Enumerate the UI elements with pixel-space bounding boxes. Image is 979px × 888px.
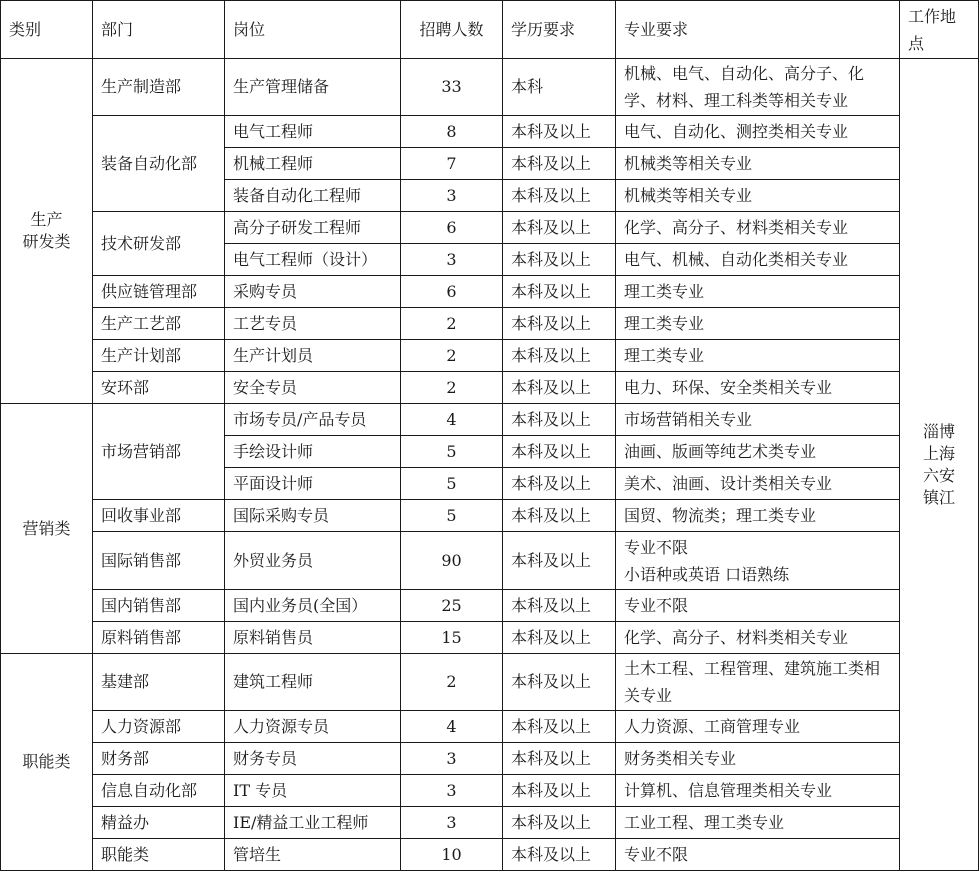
position-cell: 手绘设计师 xyxy=(225,436,401,468)
department-cell: 技术研发部 xyxy=(93,212,225,276)
position-cell: IT 专员 xyxy=(225,775,401,807)
count-cell: 7 xyxy=(401,148,503,180)
education-cell: 本科及以上 xyxy=(503,500,616,532)
education-cell: 本科及以上 xyxy=(503,148,616,180)
major-cell xyxy=(616,532,900,590)
education-cell: 本科及以上 xyxy=(503,116,616,148)
header-major: 专业要求 xyxy=(616,1,900,59)
category-rd-line1: 生产 xyxy=(30,210,63,229)
header-education: 学历要求 xyxy=(503,1,616,59)
major-cell: 电气、自动化、测控类相关专业 xyxy=(616,116,900,148)
department-cell: 信息自动化部 xyxy=(93,775,225,807)
header-location xyxy=(900,1,979,59)
count-cell: 6 xyxy=(401,212,503,244)
major-cell: 国贸、物流类；理工类专业 xyxy=(616,500,900,532)
department-cell: 基建部 xyxy=(93,654,225,711)
education-cell: 本科及以上 xyxy=(503,711,616,743)
department-cell: 生产制造部 xyxy=(93,59,225,116)
major-cell: 工业工程、理工类专业 xyxy=(616,807,900,839)
department-cell: 职能类 xyxy=(93,839,225,871)
major-cell: 专业不限 xyxy=(616,590,900,622)
major-cell: 机械类等相关专业 xyxy=(616,180,900,212)
education-cell: 本科 xyxy=(503,59,616,116)
education-cell: 本科及以上 xyxy=(503,180,616,212)
position-cell: 人力资源专员 xyxy=(225,711,401,743)
department-cell: 财务部 xyxy=(93,743,225,775)
education-cell: 本科及以上 xyxy=(503,308,616,340)
header-row xyxy=(1,1,979,59)
major-cell: 油画、版画等纯艺术类专业 xyxy=(616,436,900,468)
education-cell: 本科及以上 xyxy=(503,244,616,276)
table-row xyxy=(1,839,979,871)
major-cell: 理工类专业 xyxy=(616,340,900,372)
education-cell: 本科及以上 xyxy=(503,654,616,711)
position-cell: 装备自动化工程师 xyxy=(225,180,401,212)
table-row xyxy=(1,590,979,622)
department-cell: 生产计划部 xyxy=(93,340,225,372)
table-row xyxy=(1,500,979,532)
table-row xyxy=(1,404,979,436)
table-row xyxy=(1,308,979,340)
header-headcount: 招聘人数 xyxy=(401,1,503,59)
table-row xyxy=(1,775,979,807)
position-cell: 建筑工程师 xyxy=(225,654,401,711)
count-cell: 5 xyxy=(401,500,503,532)
position-cell: 生产计划员 xyxy=(225,340,401,372)
position-cell: 电气工程师 xyxy=(225,116,401,148)
department-cell: 精益办 xyxy=(93,807,225,839)
position-cell: 外贸业务员 xyxy=(225,532,401,590)
position-cell: 财务专员 xyxy=(225,743,401,775)
position-cell: 国内业务员(全国） xyxy=(225,590,401,622)
major-cell: 机械、电气、自动化、高分子、化学、材料、理工科类等相关专业 xyxy=(616,59,900,116)
header-location-line1: 工作地 xyxy=(908,6,957,26)
table-row xyxy=(1,116,979,148)
major-cell: 理工类专业 xyxy=(616,308,900,340)
count-cell: 3 xyxy=(401,807,503,839)
major-cell: 计算机、信息管理类相关专业 xyxy=(616,775,900,807)
table-row xyxy=(1,743,979,775)
header-location-line2: 点 xyxy=(908,33,925,53)
department-cell: 原料销售部 xyxy=(93,622,225,654)
count-cell: 90 xyxy=(401,532,503,590)
position-cell: 管培生 xyxy=(225,839,401,871)
category-functional: 职能类 xyxy=(1,654,93,871)
major-cell: 专业不限 xyxy=(616,839,900,871)
education-cell: 本科及以上 xyxy=(503,839,616,871)
department-cell: 人力资源部 xyxy=(93,711,225,743)
major-cell: 市场营销相关专业 xyxy=(616,404,900,436)
major-line1: 专业不限 xyxy=(624,537,689,557)
department-cell: 国内销售部 xyxy=(93,590,225,622)
position-cell: 电气工程师（设计） xyxy=(225,244,401,276)
education-cell: 本科及以上 xyxy=(503,807,616,839)
location-zibo: 淄博 xyxy=(922,421,955,441)
department-cell: 市场营销部 xyxy=(93,404,225,500)
count-cell: 4 xyxy=(401,711,503,743)
education-cell: 本科及以上 xyxy=(503,590,616,622)
location-zhenjiang: 镇江 xyxy=(922,487,955,507)
table-row xyxy=(1,340,979,372)
count-cell: 15 xyxy=(401,622,503,654)
count-cell: 10 xyxy=(401,839,503,871)
count-cell: 6 xyxy=(401,276,503,308)
position-cell: 市场专员/产品专员 xyxy=(225,404,401,436)
position-cell: IE/精益工业工程师 xyxy=(225,807,401,839)
education-cell: 本科及以上 xyxy=(503,212,616,244)
position-cell: 工艺专员 xyxy=(225,308,401,340)
location-luan: 六安 xyxy=(922,465,955,485)
table-row xyxy=(1,372,979,404)
table-row xyxy=(1,654,979,711)
header-position: 岗位 xyxy=(225,1,401,59)
education-cell: 本科及以上 xyxy=(503,532,616,590)
count-cell: 3 xyxy=(401,244,503,276)
table-row xyxy=(1,532,979,590)
major-line2: 小语种或英语 口语熟练 xyxy=(624,564,790,584)
position-cell: 生产管理储备 xyxy=(225,59,401,116)
major-cell: 化学、高分子、材料类相关专业 xyxy=(616,622,900,654)
location-shanghai: 上海 xyxy=(922,443,955,463)
position-cell: 原料销售员 xyxy=(225,622,401,654)
major-cell: 理工类专业 xyxy=(616,276,900,308)
count-cell: 25 xyxy=(401,590,503,622)
major-cell: 土木工程、工程管理、建筑施工类相关专业 xyxy=(616,654,900,711)
department-cell: 回收事业部 xyxy=(93,500,225,532)
department-cell: 供应链管理部 xyxy=(93,276,225,308)
category-rd-line2: 研发类 xyxy=(22,232,71,251)
count-cell: 5 xyxy=(401,436,503,468)
education-cell: 本科及以上 xyxy=(503,276,616,308)
major-cell: 电力、环保、安全类相关专业 xyxy=(616,372,900,404)
department-cell: 安环部 xyxy=(93,372,225,404)
position-cell: 采购专员 xyxy=(225,276,401,308)
table-row xyxy=(1,276,979,308)
count-cell: 2 xyxy=(401,340,503,372)
table-row xyxy=(1,59,979,116)
education-cell: 本科及以上 xyxy=(503,404,616,436)
category-rd xyxy=(1,59,93,404)
count-cell: 2 xyxy=(401,372,503,404)
table-row xyxy=(1,711,979,743)
education-cell: 本科及以上 xyxy=(503,743,616,775)
education-cell: 本科及以上 xyxy=(503,340,616,372)
header-category: 类别 xyxy=(1,1,93,59)
category-marketing: 营销类 xyxy=(1,404,93,654)
count-cell: 2 xyxy=(401,308,503,340)
department-cell: 装备自动化部 xyxy=(93,116,225,212)
position-cell: 国际采购专员 xyxy=(225,500,401,532)
major-cell: 人力资源、工商管理专业 xyxy=(616,711,900,743)
count-cell: 5 xyxy=(401,468,503,500)
department-cell: 生产工艺部 xyxy=(93,308,225,340)
table-row xyxy=(1,807,979,839)
count-cell: 2 xyxy=(401,654,503,711)
major-cell: 化学、高分子、材料类相关专业 xyxy=(616,212,900,244)
position-cell: 平面设计师 xyxy=(225,468,401,500)
major-cell: 机械类等相关专业 xyxy=(616,148,900,180)
education-cell: 本科及以上 xyxy=(503,372,616,404)
count-cell: 4 xyxy=(401,404,503,436)
count-cell: 3 xyxy=(401,180,503,212)
education-cell: 本科及以上 xyxy=(503,775,616,807)
major-cell: 财务类相关专业 xyxy=(616,743,900,775)
count-cell: 3 xyxy=(401,775,503,807)
education-cell: 本科及以上 xyxy=(503,436,616,468)
position-cell: 安全专员 xyxy=(225,372,401,404)
major-cell: 美术、油画、设计类相关专业 xyxy=(616,468,900,500)
table-row xyxy=(1,622,979,654)
department-cell: 国际销售部 xyxy=(93,532,225,590)
count-cell: 3 xyxy=(401,743,503,775)
education-cell: 本科及以上 xyxy=(503,468,616,500)
education-cell: 本科及以上 xyxy=(503,622,616,654)
major-cell: 电气、机械、自动化类相关专业 xyxy=(616,244,900,276)
position-cell: 机械工程师 xyxy=(225,148,401,180)
position-cell: 高分子研发工程师 xyxy=(225,212,401,244)
header-department: 部门 xyxy=(93,1,225,59)
table-row xyxy=(1,212,979,244)
count-cell: 33 xyxy=(401,59,503,116)
count-cell: 8 xyxy=(401,116,503,148)
location-cell xyxy=(900,59,979,871)
